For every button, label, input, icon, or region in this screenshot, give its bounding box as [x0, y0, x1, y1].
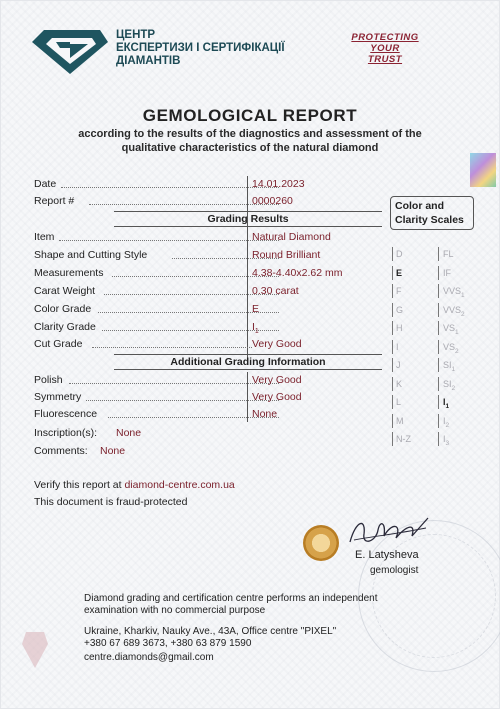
cut-grade-label: Cut Grade: [34, 338, 83, 350]
comments-value: None: [100, 445, 126, 457]
polish-value: Very Good: [252, 374, 302, 386]
measurements-value: 4.38-4.40x2.62 mm: [252, 267, 343, 279]
footer-line1: Diamond grading and certification centre performs an independent: [84, 593, 378, 604]
color-scale-line: [392, 284, 393, 298]
shape-label: Shape and Cutting Style: [34, 249, 148, 261]
clarity-scale-line: [438, 377, 439, 391]
clarity-scale-sub: 2: [455, 347, 459, 355]
leader-dots: [61, 187, 279, 188]
report-number-label: Report #: [34, 195, 75, 207]
color-scale-grade: F: [396, 286, 402, 296]
clarity-scale-main: VVS: [443, 304, 462, 315]
clarity-scale-main: VVS: [443, 286, 462, 296]
clarity-scale-grade: [443, 342, 459, 355]
clarity-scale-line: [438, 284, 439, 298]
clarity-scale-grade: [443, 379, 455, 392]
clarity-grade-main: I: [252, 321, 255, 333]
clarity-scale-line: [438, 358, 439, 372]
clarity-scale-line: [438, 414, 439, 428]
scales-title-line1: Color and: [395, 200, 444, 212]
inscription-value: None: [116, 427, 142, 439]
clarity-scale-grade: [443, 360, 455, 373]
clarity-grade-value: [252, 321, 259, 338]
footer-address: Ukraine, Kharkiv, Nauky Ave., 43A, Office centre "PIXEL": [84, 626, 337, 637]
color-scale-line: [392, 432, 393, 446]
clarity-scale-sub: 1: [455, 328, 459, 336]
report-number-value: 0000260: [252, 195, 293, 207]
clarity-scale-grade: [443, 249, 454, 259]
color-scale-line: [392, 247, 393, 261]
signature-icon: [346, 512, 432, 552]
carat-value: 0.30 carat: [252, 285, 299, 297]
color-scale-grade: I: [396, 341, 399, 352]
polish-label: Polish: [34, 374, 63, 386]
leader-dots: [86, 400, 279, 401]
clarity-scale-line: [438, 266, 439, 280]
comments-label: Comments:: [34, 445, 88, 457]
clarity-scale-grade: [443, 268, 451, 278]
clarity-scale-grade: [443, 305, 465, 318]
color-scale-grade: L: [396, 397, 402, 407]
color-scale-line: [392, 395, 393, 409]
color-scale-grade: E: [396, 267, 403, 278]
item-value: Natural Diamond: [252, 231, 331, 243]
clarity-scale-line: [438, 432, 439, 446]
hologram-sticker: [470, 153, 496, 187]
org-name-line1: ЦЕНТР: [116, 29, 156, 41]
symmetry-label: Symmetry: [34, 391, 82, 403]
fluorescence-value: None: [252, 408, 278, 420]
fraud-protected-note: This document is fraud-protected: [34, 496, 188, 508]
clarity-scale-main: I: [443, 415, 446, 426]
color-scale-line: [392, 377, 393, 391]
leader-dots: [92, 347, 252, 348]
clarity-scale-line: [438, 340, 439, 354]
gold-stamp-icon: [303, 525, 339, 561]
scales-title-line2: Clarity Scales: [395, 214, 464, 226]
color-scale-line: [392, 321, 393, 335]
symmetry-value: Very Good: [252, 391, 302, 403]
leader-dots: [69, 383, 279, 384]
clarity-scale-grade: [443, 397, 449, 410]
footer-email[interactable]: centre.diamonds@gmail.com: [84, 652, 214, 663]
clarity-scale-sub: 1: [451, 365, 456, 373]
clarity-scale-main: I: [443, 434, 446, 444]
clarity-scale-main: I: [443, 397, 446, 407]
organization-name: [116, 29, 285, 68]
org-name-line3: ДІАМАНТІВ: [116, 55, 181, 67]
carat-label: Carat Weight: [34, 285, 96, 297]
clarity-scale-line: [438, 247, 439, 261]
additional-info-heading: Additional Grading Information: [114, 354, 382, 370]
verify-prefix: Verify this report at: [34, 479, 125, 491]
color-scale-line: [392, 266, 393, 280]
color-grade-value: E: [252, 303, 260, 315]
leader-dots: [89, 204, 279, 205]
clarity-scale-main: IF: [443, 267, 451, 278]
slogan-line3: TRUST: [367, 54, 403, 65]
shape-value: Round Brilliant: [252, 249, 321, 261]
slogan: [330, 32, 440, 65]
slogan-line1: PROTECTING: [351, 32, 419, 43]
signatory-name: E. Latysheva: [355, 549, 419, 561]
footer-phones: +380 67 689 3673, +380 63 879 1590: [84, 638, 252, 649]
date-label: Date: [34, 178, 57, 190]
footer-line2: examination with no commercial purpose: [84, 605, 266, 616]
color-scale-line: [392, 303, 393, 317]
clarity-scale-main: VS: [443, 341, 456, 352]
clarity-scale-line: [438, 395, 439, 409]
clarity-grade-label: Clarity Grade: [34, 321, 96, 333]
clarity-grade-sub: 1: [254, 328, 259, 336]
verify-line: [34, 479, 235, 492]
color-scale-grade: M: [396, 415, 404, 426]
corner-diamond-icon: [20, 628, 50, 672]
color-grade-label: Color Grade: [34, 303, 92, 315]
clarity-scale-sub: 1: [461, 291, 465, 299]
clarity-scale-sub: 3: [445, 439, 450, 447]
subtitle-line2: qualitative characteristics of the natural diamond: [121, 142, 379, 154]
clarity-scale-grade: [443, 323, 459, 336]
color-scale-line: [392, 414, 393, 428]
color-scale-grade: H: [396, 323, 403, 333]
color-scale-grade: K: [396, 378, 403, 389]
clarity-scale-sub: 2: [451, 384, 456, 392]
report-subtitle: [0, 127, 500, 155]
diamond-logo-icon: [30, 26, 110, 76]
scales-title-box: [390, 196, 474, 230]
color-scale-grade: G: [396, 304, 404, 315]
color-scale-grade: D: [396, 249, 403, 259]
clarity-scale-line: [438, 321, 439, 335]
clarity-scale-sub: 1: [445, 402, 450, 410]
date-value: 14.01.2023: [252, 178, 305, 190]
clarity-scale-line: [438, 303, 439, 317]
clarity-scale-grade: [443, 286, 465, 299]
color-scale-line: [392, 358, 393, 372]
color-scale-grade: J: [396, 360, 401, 370]
color-scale-grade: N-Z: [396, 434, 411, 444]
report-title: GEMOLOGICAL REPORT: [142, 106, 358, 125]
clarity-scale-sub: 2: [461, 310, 465, 318]
verify-site-link[interactable]: diamond-centre.com.ua: [124, 479, 235, 491]
clarity-scale-grade: [443, 434, 449, 447]
fluorescence-label: Fluorescence: [34, 408, 98, 420]
clarity-scale-sub: 2: [445, 421, 450, 429]
measurements-label: Measurements: [34, 267, 104, 279]
grading-results-heading: Grading Results: [114, 211, 382, 227]
signatory-role: gemologist: [370, 565, 419, 576]
cut-grade-value: Very Good: [252, 338, 302, 350]
slogan-line2: YOUR: [370, 43, 400, 54]
clarity-scale-main: SI: [443, 378, 452, 389]
leader-dots: [59, 240, 279, 241]
clarity-scale-main: VS: [443, 323, 456, 333]
clarity-scale-main: FL: [443, 249, 454, 259]
clarity-scale-grade: [443, 416, 449, 429]
item-label: Item: [34, 231, 55, 243]
subtitle-line1: according to the results of the diagnostics and assessment of the: [78, 128, 422, 140]
inscription-label: Inscription(s):: [34, 427, 98, 439]
color-scale-line: [392, 340, 393, 354]
org-name-line2: ЕКСПЕРТИЗИ І СЕРТИФІКАЦІЇ: [116, 42, 285, 54]
clarity-scale-main: SI: [443, 360, 452, 370]
table-divider-2: [247, 372, 248, 422]
